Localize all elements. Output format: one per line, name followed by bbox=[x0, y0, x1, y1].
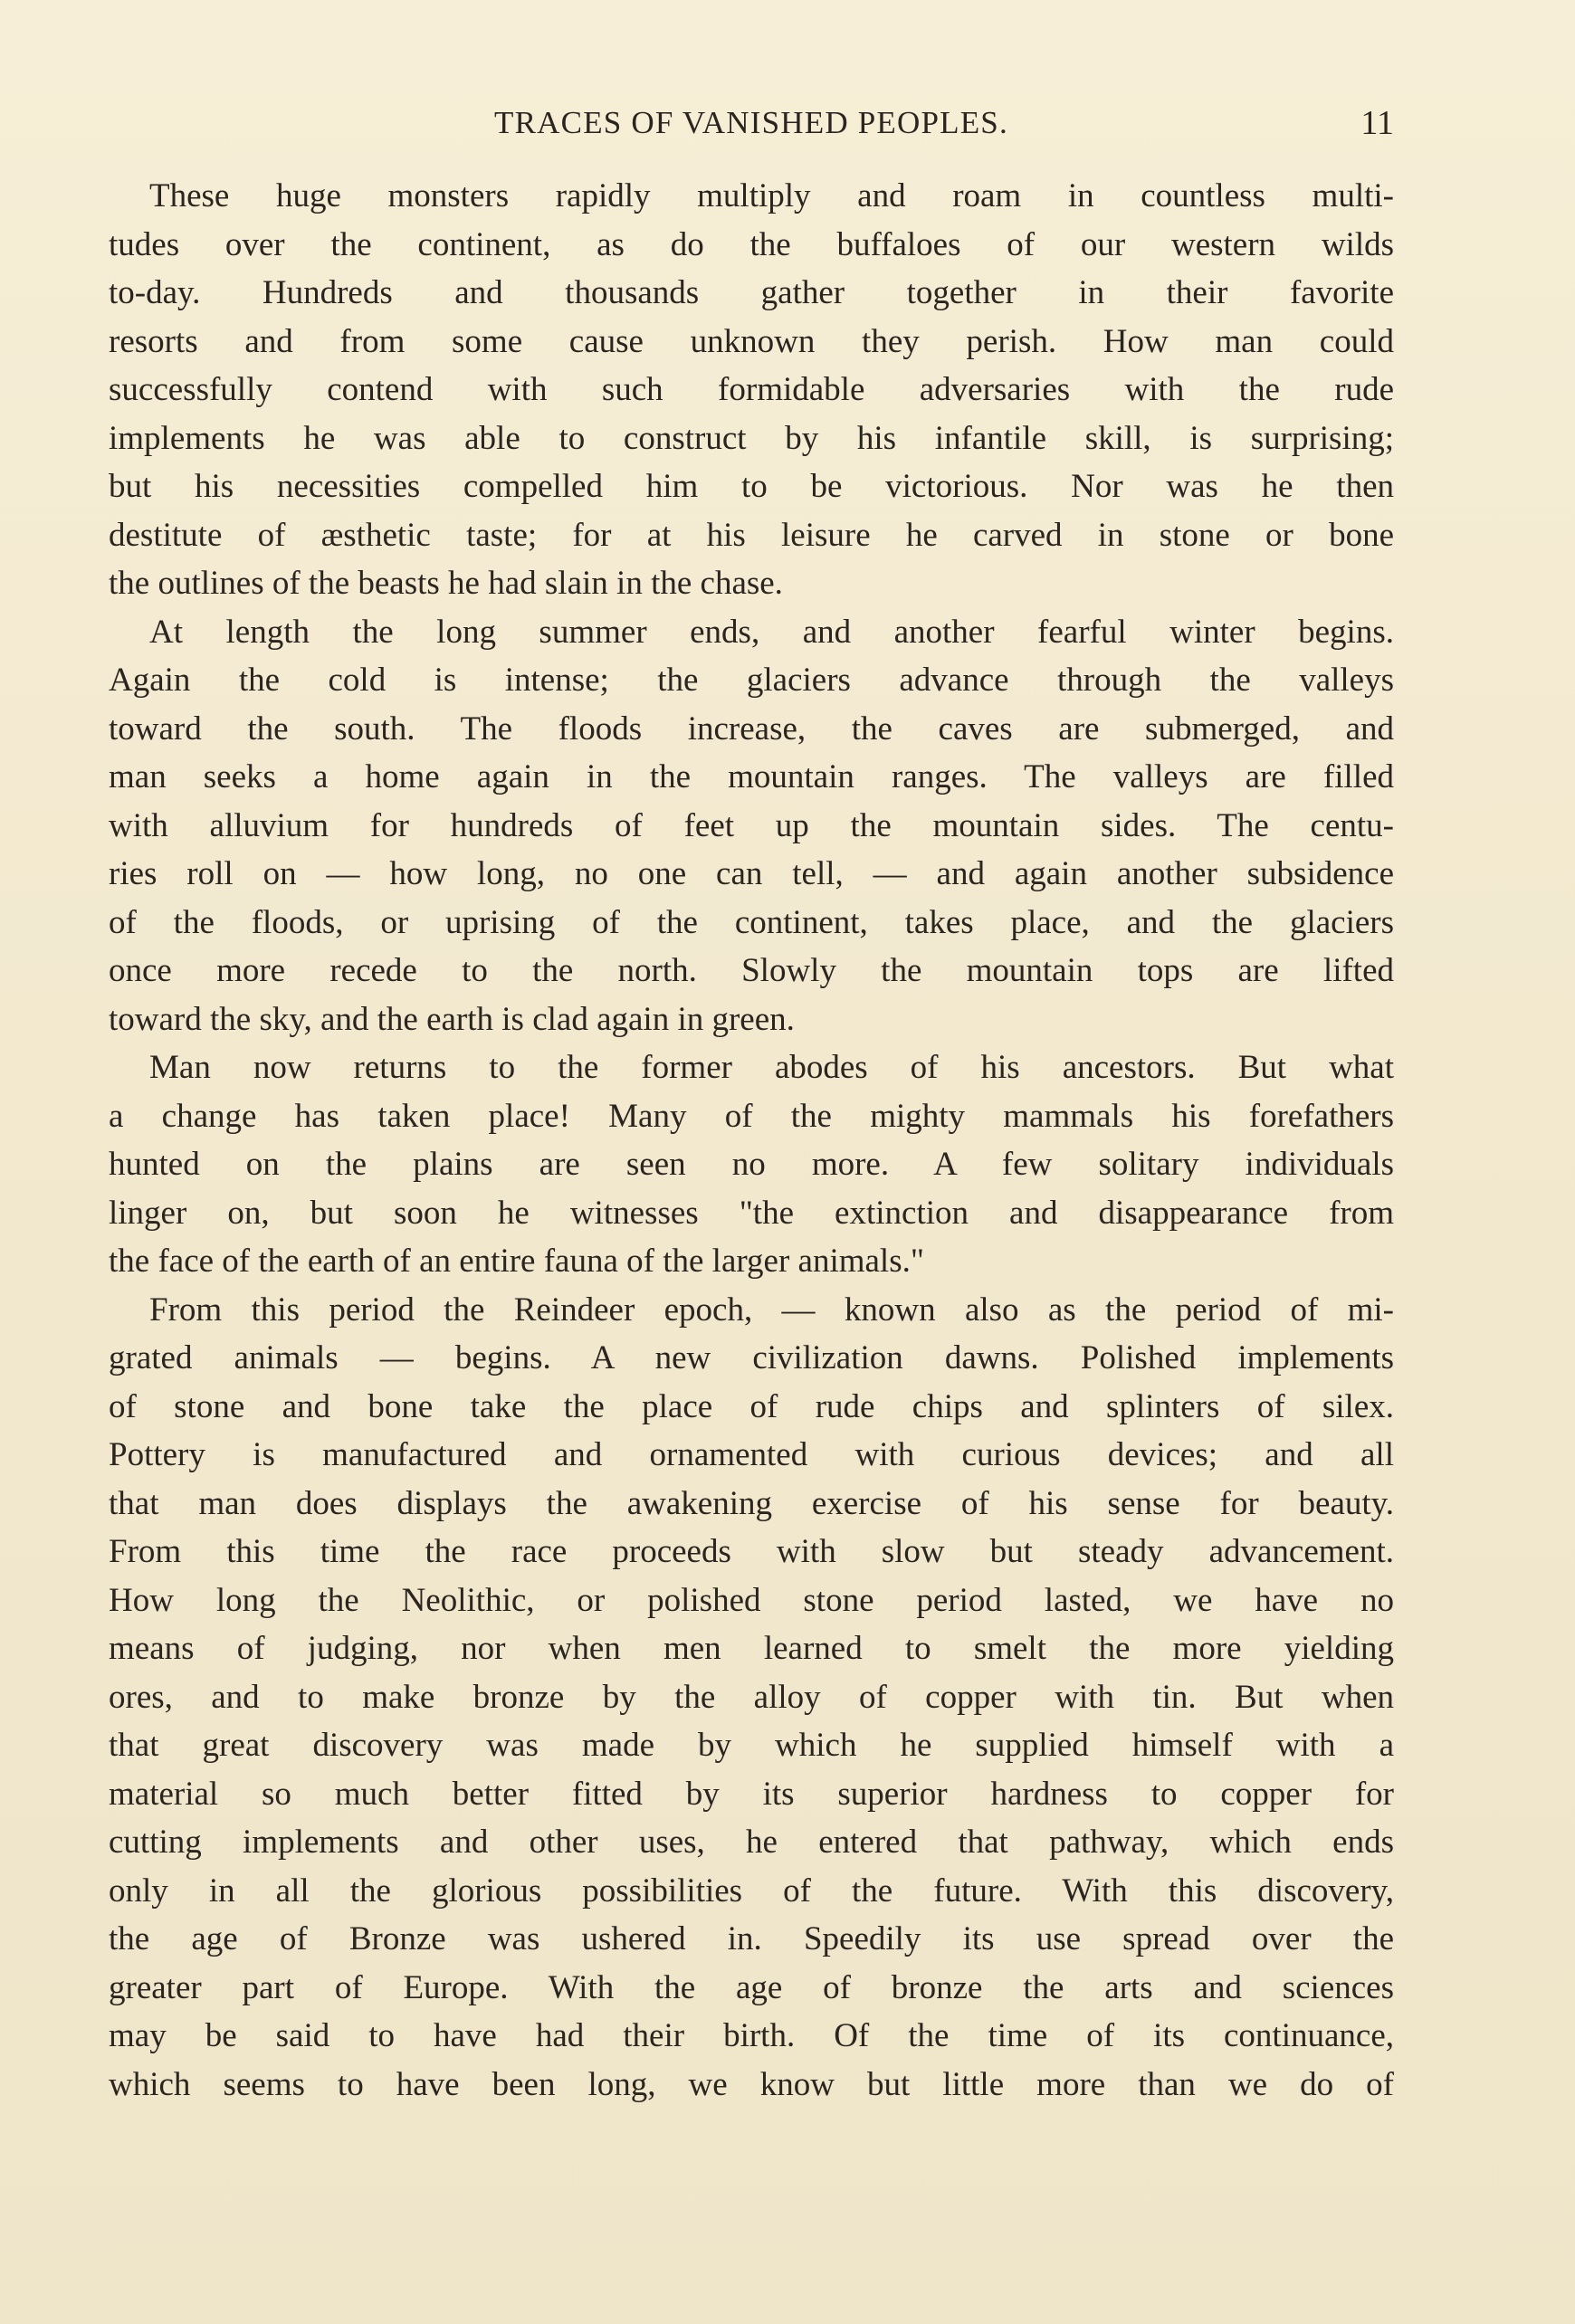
text-line: toward the south. The floods increase, the caves are submerged, and bbox=[109, 710, 1394, 748]
text-line: destitute of æsthetic taste; for at his leisure he carved in stone or bone bbox=[109, 516, 1394, 554]
text-line: which seems to have been long, we know but little more than we do of bbox=[109, 2065, 1394, 2103]
text-line: only in all the glorious possibilities of the future. With this discovery, bbox=[109, 1872, 1394, 1910]
text-line: implements he was able to construct by his infantile skill, is surprising; bbox=[109, 419, 1394, 457]
text-line: a change has taken place! Many of the mighty mammals his forefathers bbox=[109, 1097, 1394, 1135]
text-line: hunted on the plains are seen no more. A few solitary individuals bbox=[109, 1146, 1394, 1183]
paragraph-1 bbox=[109, 172, 1394, 608]
paragraph-4 bbox=[109, 1286, 1394, 2110]
text-line: These huge monsters rapidly multiply and roam in countless multi- bbox=[149, 177, 1394, 214]
text-line: From this time the race proceeds with slow but steady advancement. bbox=[109, 1533, 1394, 1570]
text-line: successfully contend with such formidable adversaries with the rude bbox=[109, 371, 1394, 408]
text-line: material so much better fitted by its superior hardness to copper for bbox=[109, 1775, 1394, 1813]
text-line: once more recede to the north. Slowly the mountain tops are lifted bbox=[109, 952, 1394, 989]
text-line: Man now returns to the former abodes of his ancestors. But what bbox=[149, 1049, 1394, 1086]
running-title: TRACES OF VANISHED PEOPLES. bbox=[494, 105, 1008, 140]
text-line: may be said to have had their birth. Of the time of its continuance, bbox=[109, 2017, 1394, 2054]
text-line: but his necessities compelled him to be victorious. Nor was he then bbox=[109, 468, 1394, 505]
text-line: the age of Bronze was ushered in. Speedily its use spread over the bbox=[109, 1920, 1394, 1957]
text-line: of the floods, or uprising of the continent, takes place, and the glaciers bbox=[109, 903, 1394, 941]
text-line: means of judging, nor when men learned to smelt the more yielding bbox=[109, 1630, 1394, 1667]
text-line: Again the cold is intense; the glaciers advance through the valleys bbox=[109, 662, 1394, 699]
paragraph-2 bbox=[109, 608, 1394, 1044]
text-line: At length the long summer ends, and another fearful winter begins. bbox=[149, 613, 1394, 651]
text-line: ries roll on — how long, no one can tell, — and again another subsidence bbox=[109, 855, 1394, 892]
text-line: to-day. Hundreds and thousands gather together in their favorite bbox=[109, 274, 1394, 311]
running-head bbox=[109, 98, 1394, 148]
text-line: toward the sky, and the earth is clad again in green. bbox=[109, 1000, 795, 1038]
text-line: cutting implements and other uses, he entered that pathway, which ends bbox=[109, 1824, 1394, 1861]
text-line: greater part of Europe. With the age of bronze the arts and sciences bbox=[109, 1968, 1394, 2006]
page-content bbox=[109, 98, 1394, 2109]
text-line: tudes over the continent, as do the buffaloes of our western wilds bbox=[109, 225, 1394, 263]
text-line: of stone and bone take the place of rude chips and splinters of silex. bbox=[109, 1387, 1394, 1425]
text-line: the outlines of the beasts he had slain in the chase. bbox=[109, 565, 783, 602]
text-line: How long the Neolithic, or polished stone period lasted, we have no bbox=[109, 1581, 1394, 1619]
text-line: man seeks a home again in the mountain ranges. The valleys are filled bbox=[109, 758, 1394, 795]
text-line: grated animals — begins. A new civilization dawns. Polished implements bbox=[109, 1339, 1394, 1376]
text-line: linger on, but soon he witnesses "the extinction and disappearance from bbox=[109, 1194, 1394, 1232]
paragraph-3 bbox=[109, 1043, 1394, 1286]
text-line: Pottery is manufactured and ornamented with curious devices; and all bbox=[109, 1436, 1394, 1473]
text-line: that great discovery was made by which he supplied himself with a bbox=[109, 1727, 1394, 1764]
text-line: ores, and to make bronze by the alloy of copper with tin. But when bbox=[109, 1678, 1394, 1716]
text-line: From this period the Reindeer epoch, — known also as the period of mi- bbox=[149, 1291, 1394, 1329]
text-line: that man does displays the awakening exercise of his sense for beauty. bbox=[109, 1484, 1394, 1522]
text-line: resorts and from some cause unknown they perish. How man could bbox=[109, 322, 1394, 360]
text-line: with alluvium for hundreds of feet up the mountain sides. The centu- bbox=[109, 806, 1394, 844]
page-number: 11 bbox=[1360, 104, 1394, 142]
text-line: the face of the earth of an entire fauna of the larger animals." bbox=[109, 1243, 924, 1280]
